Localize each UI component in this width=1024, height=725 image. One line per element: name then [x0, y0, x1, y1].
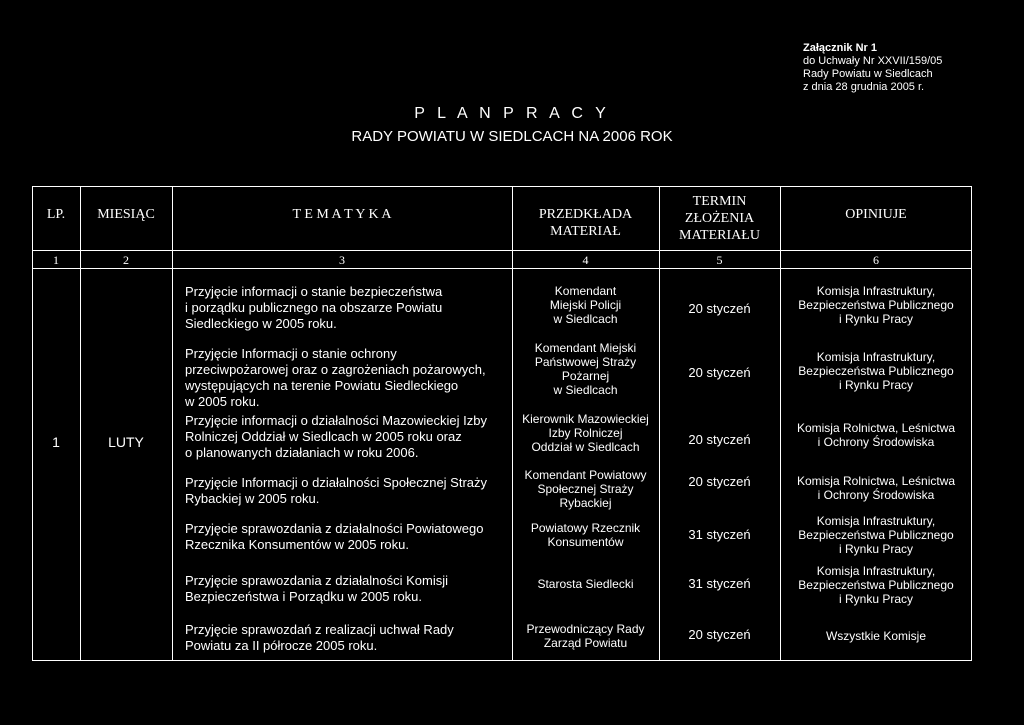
topic-line: Przyjęcie Informacji o stanie ochrony [185, 346, 397, 361]
header-submitter-line: MATERIAŁ [550, 224, 621, 239]
submitter-line: Komendant Miejski [534, 341, 637, 355]
submitter-cell [512, 284, 659, 326]
topic-cell [185, 573, 448, 605]
number-row-divider [32, 268, 972, 269]
deadline-cell: 31 styczeń [688, 527, 751, 542]
submitter-line: Rybackiej [559, 496, 612, 510]
topic-cell [185, 521, 483, 553]
col-number: 3 [339, 253, 345, 267]
annex-note [803, 42, 942, 94]
submitter-line: Zarząd Powiatu [543, 636, 628, 650]
topic-line: Przyjęcie sprawozdań z realizacji uchwał Rady [185, 622, 454, 637]
month-name: LUTY [108, 434, 144, 450]
topic-cell [185, 622, 454, 654]
opinion-line: Bezpieczeństwa Publicznego [798, 578, 954, 592]
submitter-cell [512, 521, 659, 549]
opinion-line: i Rynku Pracy [838, 378, 914, 392]
header-topic: T E M A T Y K A [292, 207, 392, 222]
page-subtitle: RADY POWIATU W SIEDLCACH NA 2006 ROK [351, 128, 673, 145]
opinion-line: Komisja Infrastruktury, [816, 564, 936, 578]
deadline-cell: 20 styczeń [688, 474, 751, 489]
header-deadline-line: MATERIAŁU [679, 228, 760, 243]
submitter-line: Społecznej Straży [537, 482, 634, 496]
topic-line: Przyjęcie informacji o stanie bezpieczeństwa [185, 284, 443, 299]
page-title: P L A N P R A C Y [414, 105, 610, 122]
topic-line: Przyjęcie sprawozdania z działalności Powiatowego [185, 521, 484, 536]
opinion-line: Bezpieczeństwa Publicznego [798, 298, 954, 312]
opinion-cell [780, 284, 972, 326]
submitter-cell [512, 468, 659, 510]
col-number: 4 [582, 253, 589, 267]
submitter-line: Starosta Siedlecki [537, 577, 634, 591]
opinion-line: i Rynku Pracy [838, 592, 914, 606]
submitter-line: Kierownik Mazowieckiej [522, 412, 649, 426]
topic-line: Rzecznika Konsumentów w 2005 roku. [185, 537, 410, 552]
opinion-line: Komisja Infrastruktury, [816, 350, 936, 364]
opinion-line: i Ochrony Środowiska [817, 435, 935, 449]
topic-line: Siedleckiego w 2005 roku. [185, 316, 337, 331]
header-submitter-line: PRZEDKŁADA [538, 207, 633, 222]
topic-cell [185, 475, 487, 507]
opinion-cell [780, 474, 972, 502]
topic-line: Rolniczej Oddział w Siedlcach w 2005 roku oraz [185, 429, 462, 444]
opinion-cell [780, 564, 972, 606]
submitter-line: Komendant Powiatowy [524, 468, 647, 482]
submitter-line: Izby Rolniczej [548, 426, 623, 440]
annex-resolution: do Uchwały Nr XXVII/159/05 [803, 55, 943, 67]
submitter-line: Przewodniczący Rady [526, 622, 645, 636]
submitter-cell [512, 341, 659, 397]
annex-date: z dnia 28 grudnia 2005 r. [803, 81, 925, 93]
opinion-line: Komisja Infrastruktury, [816, 284, 936, 298]
opinion-line: Bezpieczeństwa Publicznego [798, 364, 954, 378]
opinion-cell [780, 514, 972, 556]
opinion-line: Wszystkie Komisje [825, 629, 926, 643]
header-deadline-line: ZŁOŻENIA [684, 211, 755, 226]
submitter-line: Państwowej Straży [534, 355, 637, 369]
submitter-cell [512, 577, 659, 591]
topic-cell [185, 413, 487, 461]
header-lp: LP. [46, 207, 66, 222]
submitter-cell [512, 412, 659, 454]
opinion-line: i Rynku Pracy [838, 312, 914, 326]
header-divider [32, 250, 972, 251]
header-deadline-line: TERMIN [692, 194, 747, 209]
submitter-line: w Siedlcach [553, 312, 618, 326]
opinion-line: Komisja Rolnictwa, Leśnictwa [796, 421, 956, 435]
month-lp: 1 [52, 434, 60, 450]
topic-line: przeciwpożarowej oraz o zagrożeniach pożarowych, [185, 362, 486, 377]
topic-line: Bezpieczeństwa i Porządku w 2005 roku. [185, 589, 423, 604]
header-deadline [659, 193, 780, 244]
topic-line: Przyjęcie informacji o działalności Mazowieckiej Izby [185, 413, 487, 428]
submitter-line: w Siedlcach [553, 383, 618, 397]
submitter-line: Powiatowy Rzecznik [530, 521, 641, 535]
submitter-cell [512, 622, 659, 650]
col-number: 1 [53, 253, 59, 267]
deadline-cell: 20 styczeń [688, 365, 751, 380]
annex-title: Załącznik Nr 1 [803, 42, 877, 54]
deadline-cell: 20 styczeń [688, 627, 751, 642]
submitter-line: Oddział w Siedlcach [531, 440, 640, 454]
opinion-cell [780, 350, 972, 392]
col-number: 6 [873, 253, 879, 267]
topic-line: Powiatu za II półrocze 2005 roku. [185, 638, 378, 653]
topic-line: Przyjęcie Informacji o działalności Społecznej Straży [185, 475, 488, 490]
topic-line: i porządku publicznego na obszarze Powiatu [185, 300, 443, 315]
deadline-cell: 20 styczeń [688, 301, 751, 316]
header-month: MIESIĄC [97, 207, 155, 222]
opinion-line: Komisja Rolnictwa, Leśnictwa [796, 474, 956, 488]
header-opinion: OPINIUJE [845, 207, 907, 222]
submitter-line: Konsumentów [547, 535, 624, 549]
topic-line: Przyjęcie sprawozdania z działalności Komisji [185, 573, 448, 588]
submitter-line: Miejski Policji [549, 298, 622, 312]
opinion-line: Bezpieczeństwa Publicznego [798, 528, 954, 542]
opinion-line: Komisja Infrastruktury, [816, 514, 936, 528]
topic-line: występujących na terenie Powiatu Siedleckiego [185, 378, 459, 393]
deadline-cell: 20 styczeń [688, 432, 751, 447]
opinion-line: i Ochrony Środowiska [817, 488, 935, 502]
opinion-cell [780, 629, 972, 643]
col-number: 5 [716, 253, 723, 267]
annex-council: Rady Powiatu w Siedlcach [803, 68, 933, 80]
col-number: 2 [123, 253, 129, 267]
submitter-line: Komendant [554, 284, 617, 298]
opinion-line: i Rynku Pracy [838, 542, 914, 556]
deadline-cell: 31 styczeń [688, 576, 751, 591]
topic-line: Rybackiej w 2005 roku. [185, 491, 320, 506]
topic-line: o planowanych działaniach w roku 2006. [185, 445, 419, 460]
header-submitter [512, 206, 659, 240]
topic-cell [185, 284, 442, 332]
submitter-line: Pożarnej [561, 369, 610, 383]
opinion-cell [780, 421, 972, 449]
topic-line: w 2005 roku. [185, 394, 260, 409]
topic-cell [185, 346, 486, 410]
